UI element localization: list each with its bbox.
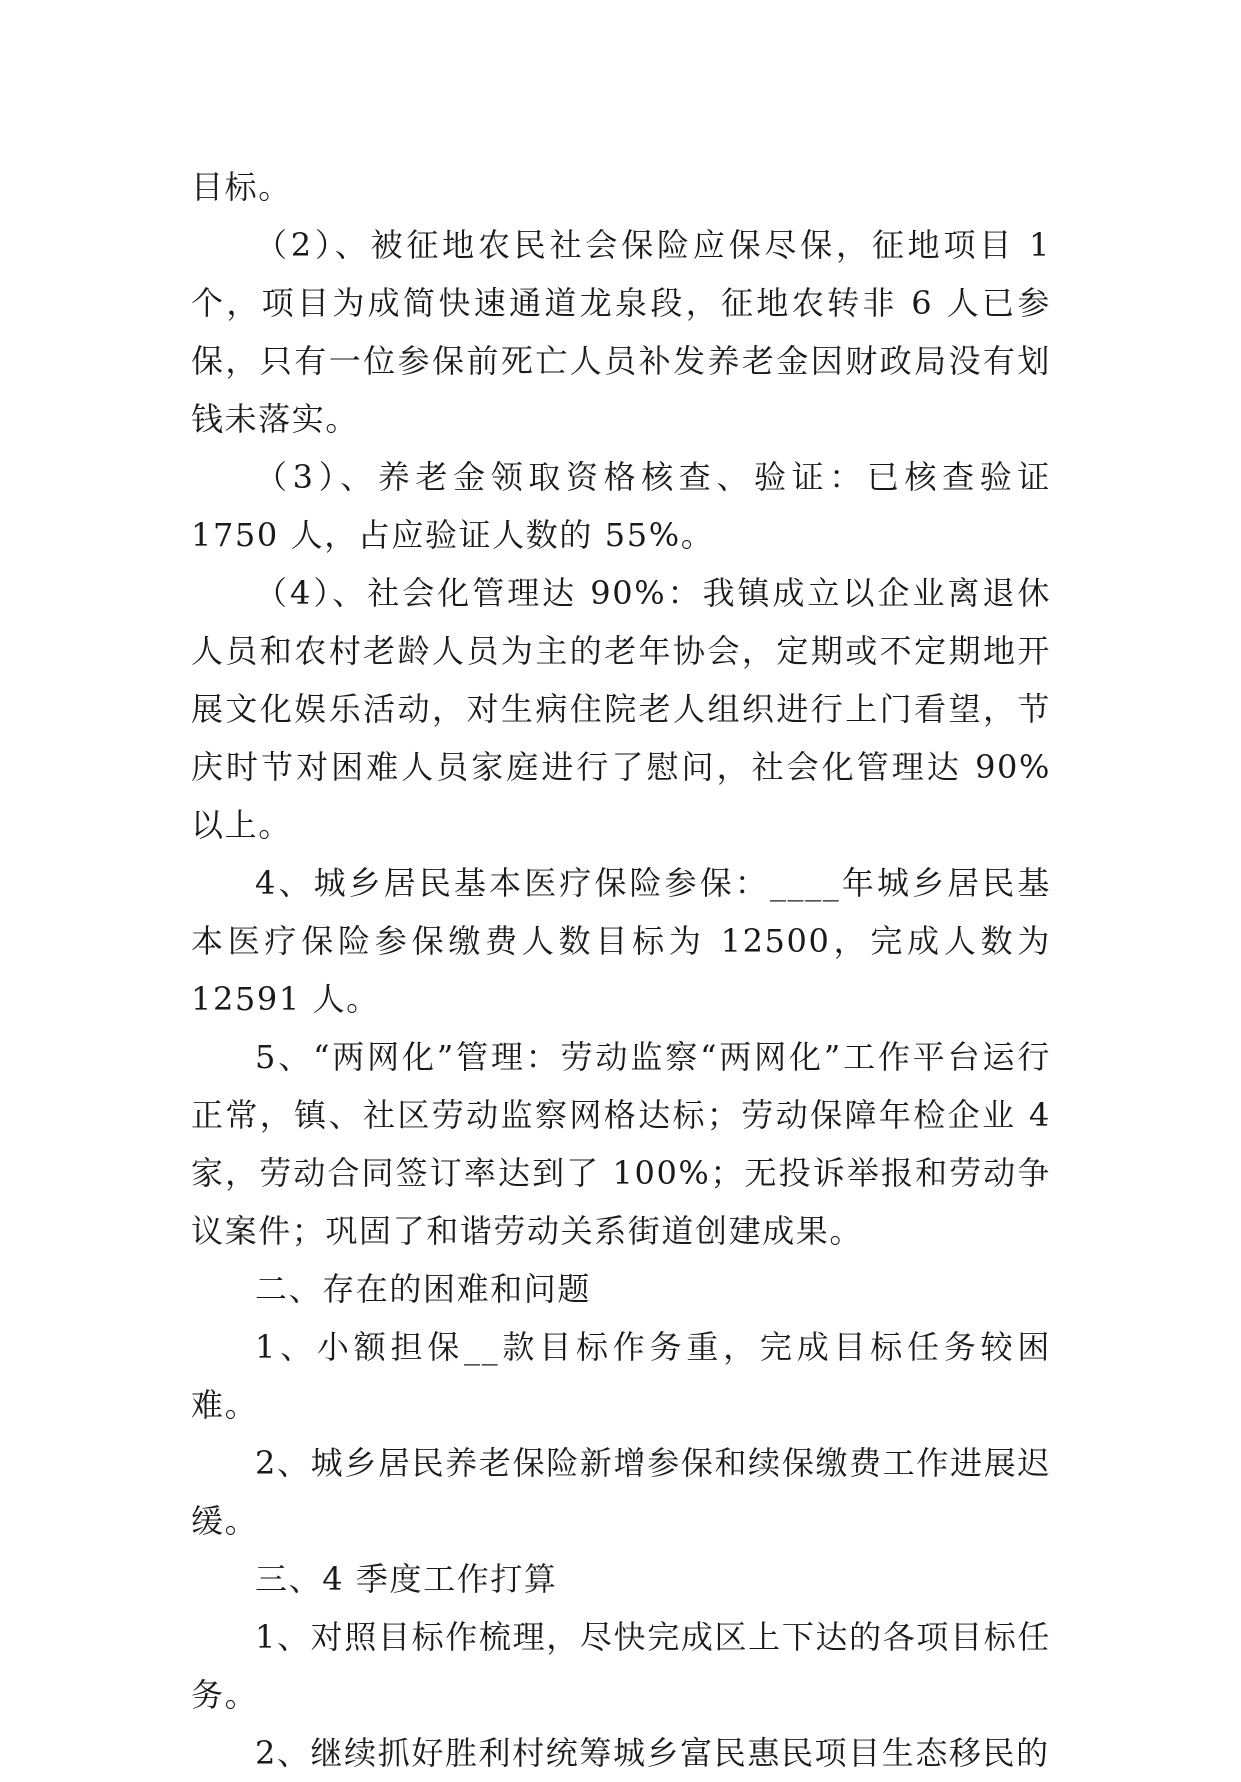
document-body [191, 158, 1051, 1782]
paragraph-item-3: （3）、养老金领取资格核查、验证：已核查验证 1750 人，占应验证人数的 55%。 [191, 458, 1051, 554]
section-heading-q4-plan: 三、4 季度工作打算 [255, 1560, 558, 1598]
paragraph-problem-2: 2、城乡居民养老保险新增参保和续保缴费工作进展迟缓。 [191, 1444, 1051, 1540]
paragraph-medical-insurance: 4、城乡居民基本医疗保险参保：____年城乡居民基本医疗保险参保缴费人数目标为 12500，完成人数为 12591 人。 [191, 864, 1051, 1018]
paragraph-continuation: 目标。 [191, 168, 292, 206]
paragraph-item-2: （2）、被征地农民社会保险应保尽保，征地项目 1 个，项目为成简快速通道龙泉段，征地农转非 6 人已参保，只有一位参保前死亡人员补发养老金因财政局没有划钱未落实。 [191, 226, 1051, 438]
paragraph-item-4: （4）、社会化管理达 90%：我镇成立以企业离退休人员和农村老龄人员为主的老年协会，定期或不定期地开展文化娱乐活动，对生病住院老人组织进行上门看望，节庆时节对困难人员家庭进行了慰问，社会化管理达 90%以上。 [191, 574, 1051, 844]
section-heading-problems: 二、存在的困难和问题 [255, 1270, 592, 1308]
paragraph-two-network: 5、“两网化”管理：劳动监察“两网化”工作平台运行正常，镇、社区劳动监察网格达标；劳动保障年检企业 4 家，劳动合同签订率达到了 100%；无投诉举报和劳动争议案件；巩固了和谐劳动关系街道创建成果。 [191, 1038, 1051, 1250]
paragraph-plan-2: 2、继续抓好胜利村统筹城乡富民惠民项目生态移民的 [255, 1734, 1050, 1772]
paragraph-plan-1: 1、对照目标作梳理，尽快完成区上下达的各项目标任务。 [191, 1618, 1051, 1714]
paragraph-problem-1: 1、小额担保__款目标作务重，完成目标任务较困难。 [191, 1328, 1051, 1424]
